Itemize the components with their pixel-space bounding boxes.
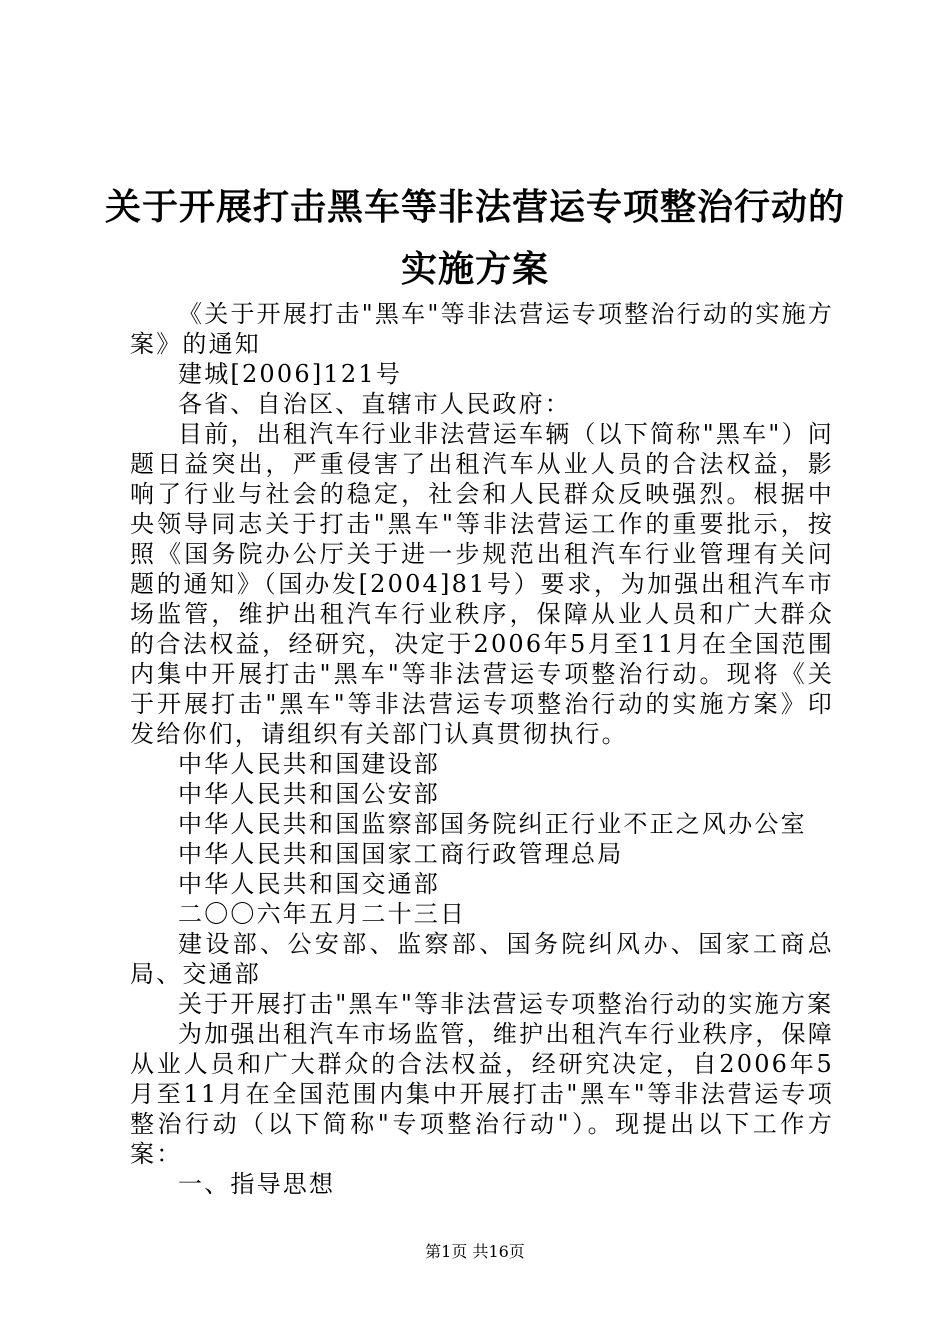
paragraph-date: 二〇〇六年五月二十三日 bbox=[178, 900, 467, 928]
paragraph-issuer-4: 中华人民共和国国家工商行政管理总局 bbox=[178, 840, 624, 868]
paragraph-notice-title: 《关于开展打击"黑车"等非法营运专项整治行动的实施方案》的通知 bbox=[130, 300, 834, 358]
paragraph-section-heading: 一、指导思想 bbox=[178, 1170, 336, 1198]
paragraph-issuer-2: 中华人民共和国公安部 bbox=[178, 780, 440, 808]
paragraph-plan-intro: 为加强出租汽车市场监管，维护出租汽车行业秩序，保障从业人员和广大群众的合法权益，经研究决定，自2006年5月至11月在全国范围内集中开展打击"黑车"等非法营运专项整治行动（以下简称"专项整治行动"）。现提出以下工作方案： bbox=[130, 1020, 834, 1168]
paragraph-departments: 建设部、公安部、监察部、国务院纠风办、国家工商总局、交通部 bbox=[130, 930, 834, 988]
paragraph-issuer-3: 中华人民共和国监察部国务院纠正行业不正之风办公室 bbox=[178, 810, 807, 838]
document-title-line-2: 实施方案 bbox=[400, 249, 549, 290]
paragraph-issuer-5: 中华人民共和国交通部 bbox=[178, 870, 440, 898]
paragraph-issuer-1: 中华人民共和国建设部 bbox=[178, 750, 440, 778]
page-number-footer: 第1页 共16页 bbox=[425, 1242, 525, 1261]
paragraph-plan-title: 关于开展打击"黑车"等非法营运专项整治行动的实施方案 bbox=[178, 990, 834, 1018]
paragraph-addressee: 各省、自治区、直辖市人民政府： bbox=[178, 390, 571, 418]
paragraph-notice-body: 目前，出租汽车行业非法营运车辆（以下简称"黑车"）问题日益突出，严重侵害了出租汽车从业人员的合法权益，影响了行业与社会的稳定，社会和人民群众反映强烈。根据中央领导同志关于打击"黑车"等非法营运工作的重要批示，按照《国务院办公厅关于进一步规范出租汽车行业管理有关问题的通知》（国办发[2004]81号）要求，为加强出租汽车市场监管，维护出租汽车行业秩序，保障从业人员和广大群众的合法权益，经研究，决定于2006年5月至11月在全国范围内集中开展打击"黑车"等非法营运专项整治行动。现将《关于开展打击"黑车"等非法营运专项整治行动的实施方案》印发给你们，请组织有关部门认真贯彻执行。 bbox=[130, 420, 834, 748]
paragraph-document-number: 建城[2006]121号 bbox=[178, 360, 403, 388]
document-body bbox=[130, 299, 834, 1199]
document-title-line-1: 关于开展打击黑车等非法营运专项整治行动的 bbox=[104, 187, 845, 228]
